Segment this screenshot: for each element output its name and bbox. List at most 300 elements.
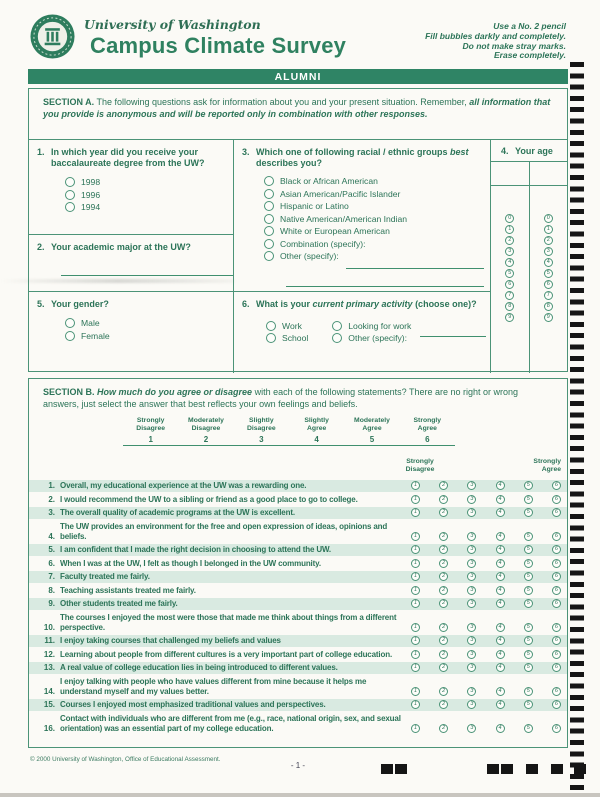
rating-bubble[interactable]: 4 bbox=[496, 599, 505, 608]
option-bubble[interactable] bbox=[266, 333, 276, 343]
copyright-text: © 2000 University of Washington, Office of Educational Assessment. bbox=[30, 756, 221, 763]
section-b-label: SECTION B. bbox=[43, 387, 95, 397]
question-number: 6. bbox=[242, 299, 250, 309]
statement-text: Faculty treated me fairly. bbox=[60, 572, 150, 581]
rating-bubble[interactable]: 2 bbox=[439, 572, 448, 581]
rating-bubble[interactable]: 5 bbox=[524, 586, 533, 595]
rating-bubbles bbox=[411, 663, 561, 673]
statement-row bbox=[29, 544, 567, 556]
question-text: Your academic major at the UW? bbox=[51, 242, 191, 252]
rating-bubbles bbox=[411, 650, 561, 660]
rating-bubble[interactable]: 6 bbox=[552, 545, 561, 554]
rating-bubbles bbox=[411, 586, 561, 596]
option-label: Combination (specify): bbox=[280, 238, 366, 249]
question-number: 5. bbox=[37, 299, 45, 309]
scale-item: Moderately Agree 5 bbox=[344, 417, 399, 446]
rating-bubble[interactable]: 4 bbox=[496, 532, 505, 541]
rating-bubble[interactable]: 3 bbox=[467, 650, 476, 659]
rating-bubble[interactable]: 4 bbox=[496, 545, 505, 554]
rating-bubble[interactable]: 3 bbox=[467, 623, 476, 632]
option-label: School bbox=[282, 333, 309, 343]
rating-bubble[interactable]: 1 bbox=[411, 700, 420, 709]
age-digit-bubble[interactable]: 7 bbox=[505, 291, 514, 300]
rating-bubbles bbox=[411, 599, 561, 609]
rating-bubble[interactable]: 6 bbox=[552, 623, 561, 632]
activity-option bbox=[266, 333, 308, 343]
rating-bubble[interactable]: 1 bbox=[411, 650, 420, 659]
statement-row bbox=[29, 480, 567, 492]
rating-bubble[interactable]: 1 bbox=[411, 687, 420, 696]
rating-bubble[interactable]: 3 bbox=[467, 663, 476, 672]
question-number: 2. bbox=[37, 242, 45, 252]
instruction-line: Fill bubbles darkly and completely. bbox=[425, 30, 566, 41]
year-option bbox=[65, 190, 225, 200]
statement-number: 8. bbox=[48, 585, 55, 595]
statement-number: 9. bbox=[48, 599, 55, 608]
rating-bubbles bbox=[411, 687, 561, 697]
rating-bubble[interactable]: 2 bbox=[439, 650, 448, 659]
option-label: Native American/American Indian bbox=[280, 213, 408, 224]
rating-bubble[interactable]: 2 bbox=[439, 623, 448, 632]
ethnicity-option bbox=[264, 239, 482, 249]
age-digit-bubble[interactable]: 1 bbox=[544, 225, 553, 234]
rating-bubble[interactable]: 6 bbox=[552, 495, 561, 504]
rating-bubble[interactable]: 1 bbox=[411, 724, 420, 733]
rating-bubble[interactable]: 1 bbox=[411, 623, 420, 632]
rating-bubble[interactable]: 4 bbox=[496, 481, 505, 490]
rating-bubble[interactable]: 3 bbox=[467, 700, 476, 709]
option-bubble[interactable] bbox=[65, 177, 75, 187]
rating-bubble[interactable]: 5 bbox=[524, 532, 533, 541]
rating-bubble[interactable]: 3 bbox=[467, 724, 476, 733]
rating-bubble[interactable]: 4 bbox=[496, 572, 505, 581]
question-number: 3. bbox=[242, 147, 250, 157]
ethnicity-option bbox=[264, 201, 482, 211]
question-text: What is your current primary activity (choose one)? bbox=[256, 299, 477, 309]
rating-bubble[interactable]: 2 bbox=[439, 586, 448, 595]
rating-bubbles bbox=[411, 532, 561, 542]
rating-bubble[interactable]: 2 bbox=[439, 495, 448, 504]
rating-bubble[interactable]: 5 bbox=[524, 663, 533, 672]
rating-bubble[interactable]: 6 bbox=[552, 650, 561, 659]
rating-bubble[interactable]: 1 bbox=[411, 636, 420, 645]
rating-bubble[interactable]: 6 bbox=[552, 532, 561, 541]
rating-bubble[interactable]: 1 bbox=[411, 508, 420, 517]
registration-mark bbox=[381, 764, 393, 774]
ethnicity-option bbox=[264, 251, 482, 261]
statement-row bbox=[29, 598, 567, 610]
statement-text: Contact with individuals who are different from me (e.g., race, national origin, sex, and sexual orientation) was an essential part of my college education. bbox=[60, 713, 401, 733]
statement-text: Courses I enjoyed most emphasized traditional values and perspectives. bbox=[60, 700, 326, 709]
option-label: Female bbox=[81, 330, 110, 341]
rating-bubble[interactable]: 6 bbox=[552, 636, 561, 645]
statement-number: 6. bbox=[48, 558, 55, 568]
age-digit-bubbles bbox=[505, 214, 514, 322]
statement-number: 5. bbox=[48, 545, 55, 554]
question-1 bbox=[29, 140, 233, 234]
rating-bubble[interactable]: 2 bbox=[439, 508, 448, 517]
rating-bubble[interactable]: 4 bbox=[496, 495, 505, 504]
question-6 bbox=[234, 291, 490, 372]
option-label: Black or African American bbox=[280, 176, 378, 186]
rating-bubble[interactable]: 3 bbox=[467, 559, 476, 568]
rating-bubble[interactable]: 5 bbox=[524, 599, 533, 608]
gender-options bbox=[65, 318, 225, 341]
statement-row bbox=[29, 494, 567, 506]
rating-bubble[interactable]: 3 bbox=[467, 508, 476, 517]
option-bubble[interactable] bbox=[264, 176, 274, 186]
alumni-banner: ALUMNI bbox=[28, 69, 568, 84]
statement-row bbox=[29, 521, 567, 543]
rating-bubble[interactable]: 1 bbox=[411, 586, 420, 595]
question-number: 1. bbox=[37, 147, 45, 157]
statement-number: 12. bbox=[43, 649, 55, 659]
option-bubble[interactable] bbox=[65, 318, 75, 328]
section-a-label: SECTION A. bbox=[43, 97, 95, 107]
statement-row bbox=[29, 676, 567, 698]
rating-bubble[interactable]: 2 bbox=[439, 532, 448, 541]
option-label: Other (specify): bbox=[348, 333, 408, 343]
statement-row bbox=[29, 662, 567, 674]
rating-bubble[interactable]: 3 bbox=[467, 586, 476, 595]
statement-text: Other students treated me fairly. bbox=[60, 599, 178, 608]
statement-row bbox=[29, 507, 567, 519]
activity-option bbox=[332, 333, 411, 343]
rating-bubbles bbox=[411, 636, 561, 646]
statement-text: The overall quality of academic programs at the UW is excellent. bbox=[60, 508, 295, 517]
other-specify-line[interactable] bbox=[420, 336, 486, 337]
rating-bubble[interactable]: 6 bbox=[552, 481, 561, 490]
gender-option bbox=[65, 318, 225, 328]
rating-bubble[interactable]: 6 bbox=[552, 559, 561, 568]
rating-bubble[interactable]: 4 bbox=[496, 650, 505, 659]
year-options bbox=[65, 177, 225, 212]
option-bubble[interactable] bbox=[264, 251, 274, 261]
option-label: 1996 bbox=[81, 189, 101, 200]
registration-mark bbox=[526, 764, 538, 774]
rating-bubble[interactable]: 4 bbox=[496, 559, 505, 568]
ethnicity-option bbox=[264, 189, 482, 199]
statement-text: The UW provides an environment for the free and open expression of ideas, opinions and beliefs. bbox=[60, 521, 388, 541]
statement-row bbox=[29, 699, 567, 711]
rating-bubble[interactable]: 6 bbox=[552, 700, 561, 709]
question-text: Which one of following racial / ethnic groups best describes you? bbox=[256, 147, 469, 168]
registration-mark bbox=[551, 764, 563, 774]
rating-bubble[interactable]: 3 bbox=[467, 599, 476, 608]
rating-bubble[interactable]: 2 bbox=[439, 687, 448, 696]
statement-number: 3. bbox=[48, 508, 55, 517]
question-text: In which year did you receive your baccalaureate degree from the UW? bbox=[51, 147, 205, 168]
statement-number: 11. bbox=[44, 636, 55, 645]
rating-bubbles bbox=[411, 545, 561, 555]
statement-text: The courses I enjoyed the most were those that made me think about things from a different perspective. bbox=[60, 612, 397, 632]
ethnicity-option bbox=[264, 176, 482, 186]
ethnicity-option bbox=[264, 226, 482, 236]
rating-bubble[interactable]: 1 bbox=[411, 495, 420, 504]
statement-text: Overall, my educational experience at the UW was a rewarding one. bbox=[60, 481, 307, 490]
option-bubble[interactable] bbox=[65, 190, 75, 200]
grid-column-headers bbox=[29, 454, 567, 480]
option-label: 1994 bbox=[81, 202, 101, 212]
statement-number: 16. bbox=[43, 723, 55, 733]
rating-bubble[interactable]: 2 bbox=[439, 724, 448, 733]
rating-bubble[interactable]: 4 bbox=[496, 586, 505, 595]
scale-number: 4 bbox=[289, 433, 344, 446]
scale-item: Slightly Agree 4 bbox=[289, 417, 344, 446]
rating-bubble[interactable]: 5 bbox=[524, 481, 533, 490]
other-specify-line[interactable] bbox=[346, 268, 484, 269]
section-b bbox=[28, 378, 568, 748]
rating-bubble[interactable]: 1 bbox=[411, 481, 420, 490]
scale-number: 5 bbox=[344, 433, 399, 446]
statement-text: When I was at the UW, I felt as though I belonged in the UW community. bbox=[60, 558, 321, 568]
rating-bubble[interactable]: 6 bbox=[552, 687, 561, 696]
rating-bubble[interactable]: 2 bbox=[439, 599, 448, 608]
statement-row bbox=[29, 585, 567, 597]
rating-bubbles bbox=[411, 495, 561, 505]
rating-bubbles bbox=[411, 481, 561, 491]
statement-text: Learning about people from different cultures is a very important part of college education. bbox=[60, 649, 393, 659]
option-bubble[interactable] bbox=[264, 214, 274, 224]
registration-mark bbox=[395, 764, 407, 774]
page-number: - 1 - bbox=[290, 761, 306, 770]
age-digit-bubble[interactable]: 2 bbox=[505, 236, 514, 245]
year-option bbox=[65, 177, 225, 187]
rating-bubble[interactable]: 4 bbox=[496, 636, 505, 645]
age-digit-bubble[interactable]: 3 bbox=[544, 247, 553, 256]
age-digit-bubble[interactable]: 9 bbox=[544, 313, 553, 322]
age-digit-bubble[interactable]: 1 bbox=[505, 225, 514, 234]
scale-number: 6 bbox=[400, 433, 455, 446]
rating-bubble[interactable]: 2 bbox=[439, 663, 448, 672]
rating-bubble[interactable]: 3 bbox=[467, 481, 476, 490]
age-digit-bubble[interactable]: 6 bbox=[505, 280, 514, 289]
rating-bubble[interactable]: 3 bbox=[467, 532, 476, 541]
rating-bubble[interactable]: 5 bbox=[524, 495, 533, 504]
option-label: 1998 bbox=[81, 177, 101, 187]
age-digit-bubble[interactable]: 0 bbox=[505, 214, 514, 223]
rating-scale-legend bbox=[123, 417, 455, 446]
rating-bubble[interactable]: 2 bbox=[439, 481, 448, 490]
rating-bubble[interactable]: 3 bbox=[467, 687, 476, 696]
age-digit-bubble[interactable]: 5 bbox=[544, 269, 553, 278]
specify-answer-line[interactable] bbox=[286, 286, 484, 287]
section-a-intro: SECTION A. The following questions ask for information about you and your present situation. Remember, all information that you provide is anonymous and will be reported only in combination with other responses. bbox=[43, 97, 551, 119]
question-text: Your age bbox=[515, 146, 553, 156]
rating-bubble[interactable]: 6 bbox=[552, 508, 561, 517]
statement-number: 2. bbox=[48, 494, 55, 504]
option-label: Looking for work bbox=[348, 320, 412, 331]
statement-number: 14. bbox=[43, 686, 55, 696]
age-ones-column bbox=[530, 162, 568, 373]
age-digit-bubble[interactable]: 8 bbox=[505, 302, 514, 311]
rating-bubble[interactable]: 5 bbox=[524, 687, 533, 696]
statement-row bbox=[29, 571, 567, 583]
option-bubble[interactable] bbox=[264, 189, 274, 199]
rating-bubble[interactable]: 5 bbox=[524, 700, 533, 709]
option-label: Hispanic or Latino bbox=[280, 201, 349, 211]
grid-header-strongly-disagree: Strongly Disagree bbox=[405, 458, 435, 473]
statement-number: 10. bbox=[43, 622, 55, 632]
rating-bubble[interactable]: 3 bbox=[467, 636, 476, 645]
rating-bubble[interactable]: 2 bbox=[439, 636, 448, 645]
option-label: Work bbox=[282, 320, 302, 331]
section-a-grid bbox=[29, 139, 567, 371]
age-digit-bubble[interactable]: 4 bbox=[544, 258, 553, 267]
statement-number: 15. bbox=[43, 700, 55, 709]
rating-bubble[interactable]: 4 bbox=[496, 663, 505, 672]
rating-bubbles bbox=[411, 724, 561, 734]
rating-bubbles bbox=[411, 572, 561, 582]
age-digit-bubble[interactable]: 4 bbox=[505, 258, 514, 267]
statement-text: I am confident that I made the right decision in choosing to attend the UW. bbox=[60, 545, 331, 554]
instruction-line: Do not make stray marks. bbox=[462, 40, 566, 51]
statement-number: 4. bbox=[48, 531, 55, 541]
rating-bubble[interactable]: 3 bbox=[467, 572, 476, 581]
rating-bubble[interactable]: 5 bbox=[524, 545, 533, 554]
rating-bubble[interactable]: 5 bbox=[524, 572, 533, 581]
rating-bubble[interactable]: 6 bbox=[552, 586, 561, 595]
question-5 bbox=[29, 291, 233, 372]
major-answer-line[interactable] bbox=[61, 275, 233, 276]
section-a bbox=[28, 88, 568, 372]
rating-bubble[interactable]: 2 bbox=[439, 545, 448, 554]
age-writein-box[interactable] bbox=[530, 162, 568, 186]
scan-edge bbox=[0, 793, 600, 797]
question-number: 4. bbox=[501, 146, 509, 156]
section-b-intro: SECTION B. How much do you agree or disagree with each of the following statements? There are no right or wrong answers, just select the answer that best reflects your own feelings and beliefs. bbox=[43, 387, 519, 409]
age-digit-bubble[interactable]: 9 bbox=[505, 313, 514, 322]
rating-bubbles bbox=[411, 508, 561, 518]
age-digit-bubble[interactable]: 2 bbox=[544, 236, 553, 245]
university-name: University of Washington bbox=[84, 17, 261, 32]
statement-number: 1. bbox=[48, 481, 55, 490]
rating-bubble[interactable]: 1 bbox=[411, 599, 420, 608]
option-label: Male bbox=[81, 318, 100, 328]
pencil-instructions bbox=[425, 22, 566, 61]
statement-row bbox=[29, 649, 567, 661]
rating-bubbles bbox=[411, 623, 561, 633]
statement-row bbox=[29, 558, 567, 570]
question-text: Your gender? bbox=[51, 299, 109, 309]
uw-seal-logo bbox=[29, 13, 76, 60]
option-bubble[interactable] bbox=[332, 321, 342, 331]
age-writein-box[interactable] bbox=[491, 162, 529, 186]
statement-row bbox=[29, 635, 567, 647]
option-bubble[interactable] bbox=[264, 239, 274, 249]
rating-bubble[interactable]: 1 bbox=[411, 532, 420, 541]
rating-bubble[interactable]: 2 bbox=[439, 559, 448, 568]
scale-item: Moderately Disagree 2 bbox=[178, 417, 233, 446]
statement-text: A real value of college education lies in being introduced to different values. bbox=[60, 663, 338, 672]
rating-bubble[interactable]: 4 bbox=[496, 700, 505, 709]
rating-bubble[interactable]: 4 bbox=[496, 687, 505, 696]
option-bubble[interactable] bbox=[264, 201, 274, 211]
rating-bubble[interactable]: 6 bbox=[552, 572, 561, 581]
rating-bubble[interactable]: 4 bbox=[496, 724, 505, 733]
ethnicity-options bbox=[264, 176, 482, 261]
ethnicity-option bbox=[264, 214, 482, 224]
rating-bubble[interactable]: 2 bbox=[439, 700, 448, 709]
activity-option bbox=[266, 321, 308, 331]
rating-bubble[interactable]: 5 bbox=[524, 559, 533, 568]
instruction-line: Use a No. 2 pencil bbox=[493, 21, 566, 31]
age-digit-bubble[interactable]: 3 bbox=[505, 247, 514, 256]
rating-bubbles bbox=[411, 700, 561, 710]
option-bubble[interactable] bbox=[332, 333, 342, 343]
scale-number: 1 bbox=[123, 433, 178, 446]
rating-bubble[interactable]: 4 bbox=[496, 508, 505, 517]
activity-options-col2 bbox=[332, 318, 411, 346]
option-bubble[interactable] bbox=[264, 226, 274, 236]
age-digit-bubble[interactable]: 6 bbox=[544, 280, 553, 289]
age-digit-bubble[interactable]: 8 bbox=[544, 302, 553, 311]
activity-options-col1 bbox=[266, 318, 308, 346]
survey-title: Campus Climate Survey bbox=[90, 33, 347, 58]
age-digit-bubbles bbox=[544, 214, 553, 322]
rating-bubble[interactable]: 1 bbox=[411, 572, 420, 581]
statement-text: I enjoy talking with people who have values different from mine because it helps me understand myself and my values better. bbox=[60, 676, 367, 696]
rating-bubble[interactable]: 6 bbox=[552, 663, 561, 672]
rating-bubble[interactable]: 5 bbox=[524, 650, 533, 659]
statement-text: I would recommend the UW to a sibling or friend as a good place to go to college. bbox=[60, 494, 358, 504]
rating-bubble[interactable]: 5 bbox=[524, 724, 533, 733]
rating-bubble[interactable]: 6 bbox=[552, 724, 561, 733]
rating-bubble[interactable]: 3 bbox=[467, 545, 476, 554]
option-label: White or European American bbox=[280, 226, 390, 236]
rating-bubble[interactable]: 5 bbox=[524, 508, 533, 517]
question-4 bbox=[491, 140, 567, 373]
scale-item: Strongly Agree 6 bbox=[400, 417, 455, 446]
rating-bubble[interactable]: 3 bbox=[467, 495, 476, 504]
age-digit-bubble[interactable]: 7 bbox=[544, 291, 553, 300]
statement-row bbox=[29, 713, 567, 735]
rating-bubble[interactable]: 5 bbox=[524, 623, 533, 632]
rating-bubbles bbox=[411, 559, 561, 569]
age-digit-bubble[interactable]: 0 bbox=[544, 214, 553, 223]
timing-marks-strip bbox=[570, 62, 584, 795]
rating-bubble[interactable]: 5 bbox=[524, 636, 533, 645]
option-bubble[interactable] bbox=[65, 331, 75, 341]
activity-option bbox=[332, 321, 411, 331]
question-3 bbox=[234, 140, 490, 291]
registration-mark bbox=[501, 764, 513, 774]
scale-number: 2 bbox=[178, 433, 233, 446]
option-label: Other (specify): bbox=[280, 251, 339, 261]
option-bubble[interactable] bbox=[65, 202, 75, 212]
statement-number: 7. bbox=[48, 572, 55, 581]
statement-number: 13. bbox=[43, 663, 55, 672]
option-bubble[interactable] bbox=[266, 321, 276, 331]
rating-bubble[interactable]: 1 bbox=[411, 663, 420, 672]
statements-list bbox=[29, 480, 567, 735]
scale-number: 3 bbox=[234, 433, 289, 446]
gender-option bbox=[65, 331, 225, 341]
age-tens-column bbox=[491, 162, 530, 373]
rating-bubble[interactable]: 6 bbox=[552, 599, 561, 608]
registration-mark bbox=[487, 764, 499, 774]
statement-row bbox=[29, 612, 567, 634]
scan-smudge bbox=[0, 279, 235, 283]
grid-header-strongly-agree: Strongly Agree bbox=[533, 458, 561, 473]
statement-text: Teaching assistants treated me fairly. bbox=[60, 585, 196, 595]
rating-bubble[interactable]: 1 bbox=[411, 545, 420, 554]
year-option bbox=[65, 202, 225, 212]
rating-bubble[interactable]: 4 bbox=[496, 623, 505, 632]
rating-bubble[interactable]: 1 bbox=[411, 559, 420, 568]
option-label: Asian American/Pacific Islander bbox=[280, 188, 401, 199]
age-digit-bubble[interactable]: 5 bbox=[505, 269, 514, 278]
